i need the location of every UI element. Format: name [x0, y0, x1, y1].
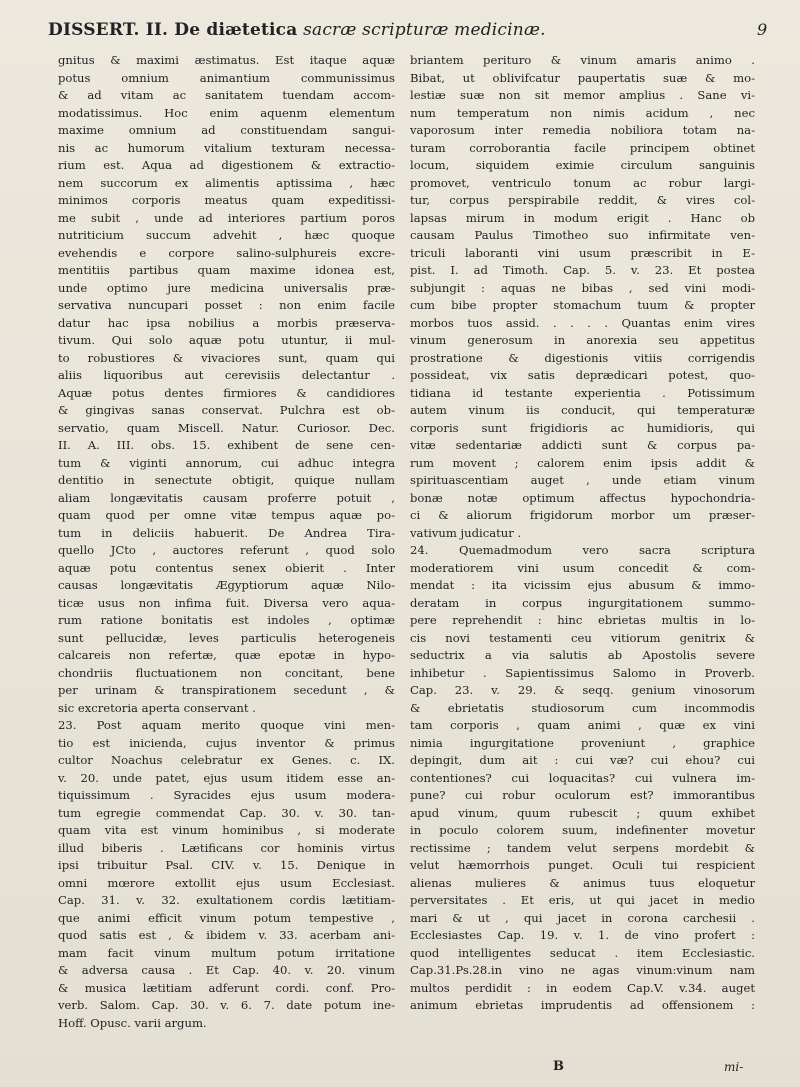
- text-line: ci & aliorum frigidorum morbor um præser-: [410, 508, 755, 522]
- text-line: calcareis non refertæ, quæ epotæ in hypo-: [58, 648, 395, 662]
- text-line: & adversa causa . Et Cap. 40. v. 20. vinum: [58, 963, 395, 977]
- text-line: ticæ usus non infima fuit. Diversa vero aqua-: [58, 595, 395, 610]
- text-line: spirituascentiam auget , unde etiam vinum: [410, 473, 755, 487]
- text-line: promovet, ventriculo tonum ac robur largi-: [410, 175, 755, 190]
- text-line: in poculo colorem suum, indefinenter movetur: [410, 823, 755, 837]
- text-line: pist. I. ad Timoth. Cap. 5. v. 23. Et postea: [410, 263, 755, 277]
- text-line: mendat : ita vicissim ejus abusum & immo-: [410, 578, 755, 592]
- text-line: mari & ut , qui jacet in corona carchesii .: [410, 910, 755, 925]
- text-line: Hoff. Opusc. varii argum.: [58, 1015, 207, 1030]
- text-line: cum bibe propter stomachum tuum & propter: [410, 298, 755, 312]
- text-line: quello JCto , auctores referunt , quod solo: [58, 543, 395, 557]
- text-line: chondriis fluctuationem non concitant, bene: [58, 665, 395, 680]
- text-line: potus omnium animantium communissimus: [58, 70, 395, 85]
- text-line: turam corroborantia facile principem obtinet: [410, 140, 755, 155]
- text-line: servatio, quam Miscell. Natur. Curiosor. Dec.: [58, 420, 395, 435]
- running-title: [48, 20, 546, 40]
- text-line: perversitates . Et eris, ut qui jacet in medio: [410, 893, 755, 907]
- text-line: nutriticium succum advehit , hæc quoque: [58, 228, 395, 242]
- text-line: quam vita est vinum hominibus , si moderate: [58, 823, 395, 837]
- text-line: prostratione & digestionis vitiis corrigendis: [410, 350, 755, 365]
- text-line: Ecclesiastes Cap. 19. v. 1. de vino profert :: [410, 928, 755, 942]
- text-line: aquæ potu contentus senex obierit . Inter: [58, 560, 395, 575]
- text-line: omni mœrore extollit ejus usum Ecclesiast.: [58, 875, 395, 890]
- text-line: verb. Salom. Cap. 30. v. 6. 7. date potum ine-: [58, 998, 395, 1012]
- text-line: vativum judicatur .: [410, 525, 522, 540]
- text-line: inhibetur . Sapientissimus Salomo in Proverb.: [410, 665, 755, 680]
- text-line: evehendis e corpore salino-sulphureis excre-: [58, 245, 395, 260]
- text-line: maxime omnium ad constituendam sangui-: [58, 123, 395, 137]
- text-line: II. A. III. obs. 15. exhibent de sene cen-: [58, 438, 395, 452]
- text-line: tio est inicienda, cujus inventor & primus: [58, 735, 395, 750]
- text-line: que animi efficit vinum potum tempestive ,: [58, 910, 395, 925]
- text-line: Cap. 31. v. 32. exultationem cordis lætitiam-: [58, 893, 395, 907]
- text-line: to robustiores & vivaciores sunt, quam qui: [58, 350, 395, 365]
- text-line: vinum generosum in anorexia seu appetitus: [410, 333, 755, 347]
- running-title-part2: sacræ scripturæ medicinæ.: [303, 20, 546, 40]
- text-line: quam quod per omne vitæ tempus aquæ po-: [58, 508, 395, 522]
- text-line: tam corporis , quam animi , quæ ex vini: [410, 718, 755, 732]
- text-line: triculi laboranti vini usum præscribit in E-: [410, 245, 755, 260]
- text-line: quod satis est , & ibidem v. 33. acerbam ani-: [58, 928, 395, 942]
- text-line: multos perdidit : in eodem Cap.V. v.34. auget: [410, 980, 755, 995]
- text-line: lapsas mirum in modum erigit . Hanc ob: [410, 210, 755, 225]
- text-line: vitæ sedentariæ addicti sunt & corpus pa-: [410, 438, 755, 452]
- signature-mark: B: [553, 1059, 564, 1074]
- text-line: tum in deliciis habuerit. De Andrea Tira-: [58, 525, 395, 540]
- text-line: & ad vitam ac sanitatem tuendam accom-: [58, 88, 395, 102]
- text-line: & gingivas sanas conservat. Pulchra est ob-: [58, 403, 395, 417]
- text-line: mentitiis partibus quam maxime idonea est,: [58, 263, 395, 277]
- text-line: datur hac ipsa nobilius a morbis præserva-: [58, 315, 395, 330]
- text-line: morbos tuos assid. . . . . Quantas enim vires: [410, 315, 755, 330]
- text-line: depingit, dum ait : cui væ? cui ehou? cui: [410, 753, 755, 767]
- text-line: aliam longævitatis causam proferre potuit ,: [58, 490, 395, 505]
- text-line: Cap. 23. v. 29. & seqq. genium vinosorum: [410, 683, 755, 697]
- text-line: briantem perituro & vinum amaris animo .: [410, 53, 755, 67]
- text-line: Aquæ potus dentes firmiores & candidiores: [58, 385, 395, 400]
- right-text-column: [410, 52, 755, 1015]
- text-line: seductrix a via salutis ab Apostolis severe: [410, 648, 755, 662]
- text-line: bonæ notæ optimum affectus hypochondria-: [410, 490, 755, 505]
- text-line: cultor Noachus celebratur ex Genes. c. IX.: [58, 753, 395, 767]
- text-line: servativa nuncupari posset : non enim facile: [58, 298, 395, 312]
- text-line: deratam in corpus ingurgitationem summo-: [410, 595, 755, 610]
- text-line: unde optimo jure medicina universalis præ-: [58, 280, 395, 295]
- text-line: causam Paulus Timotheo suo infirmitate ven-: [410, 228, 755, 242]
- text-line: Bibat, ut oblivifcatur paupertatis suæ & mo-: [410, 70, 755, 85]
- text-line: Cap.31.Ps.28.in vino ne agas vinum:vinum nam: [410, 963, 755, 977]
- text-line: tum & viginti annorum, cui adhuc integra: [58, 455, 395, 470]
- text-line: v. 20. unde patet, ejus usum itidem esse an-: [58, 770, 395, 785]
- text-line: rum movent ; calorem enim ipsis addit &: [410, 455, 755, 470]
- text-line: per urinam & transpirationem secedunt , &: [58, 683, 395, 697]
- text-line: cis novi testamenti ceu vitiorum genitrix &: [410, 630, 755, 645]
- text-line: mam facit vinum multum potum irritatione: [58, 945, 395, 960]
- text-line: rectissime ; tandem velut serpens mordebit &: [410, 840, 755, 855]
- text-line: tidiana id testante experientia . Potissimum: [410, 385, 755, 400]
- text-line: nem succorum ex alimentis aptissima , hæc: [58, 175, 395, 190]
- text-line: quod intelligentes seducat . item Ecclesiastic.: [410, 945, 755, 960]
- text-line: animum ebrietas imprudentis ad offensionem :: [410, 998, 755, 1012]
- text-line: corporis sunt frigidioris ac humidioris, qui: [410, 420, 755, 435]
- text-line: apud vinum, quum rubescit ; quum exhibet: [410, 805, 755, 820]
- text-line: ipsi tribuitur Psal. CIV. v. 15. Denique in: [58, 858, 395, 872]
- text-line: autem vinum iis conducit, qui temperaturæ: [410, 403, 755, 417]
- text-line: moderatiorem vini usum concedit & com-: [410, 560, 755, 575]
- text-line: sic excretoria aperta conservant .: [58, 700, 256, 715]
- text-line: tur, corpus perspirabile reddit, & vires col-: [410, 193, 755, 207]
- text-line: alienas mulieres & animus tuus eloquetur: [410, 875, 755, 890]
- text-line: causas longævitatis Ægyptiorum aquæ Nilo-: [58, 578, 395, 592]
- text-line: minimos corporis meatus quam expeditissi-: [58, 193, 395, 207]
- text-line: & ebrietatis studiosorum cum incommodis: [410, 700, 755, 715]
- text-line: pune? cui robur oculorum est? immorantibus: [410, 788, 755, 802]
- text-line: vaporosum inter remedia nobiliora totam na-: [410, 123, 755, 137]
- text-line: & musica lætitiam adferunt cordi. conf. Pro-: [58, 980, 395, 995]
- text-line: lestiæ suæ non sit memor amplius . Sane vi-: [410, 88, 755, 102]
- text-line: modatissimus. Hoc enim aquenm elementum: [58, 105, 395, 120]
- text-line: contentiones? cui loquacitas? cui vulnera im-: [410, 770, 755, 785]
- left-text-column: [58, 52, 395, 1032]
- text-line: locum, siquidem eximie circulum sanguinis: [410, 158, 755, 172]
- text-line: 23. Post aquam merito quoque vini men-: [58, 718, 395, 732]
- text-line: me subit , unde ad interiores partium poros: [58, 210, 395, 225]
- text-line: tiquissimum . Syracides ejus usum modera-: [58, 788, 395, 802]
- text-line: possideat, vix satis deprædicari potest, quo-: [410, 368, 755, 382]
- page-header: [0, 14, 800, 50]
- text-line: pere reprehendit : hinc ebrietas multis in lo-: [410, 613, 755, 627]
- catchword: mi-: [724, 1060, 744, 1074]
- text-line: illud biberis . Lætificans cor hominis virtus: [58, 840, 395, 855]
- text-line: aliis liquoribus aut cerevisiis delectantur .: [58, 368, 395, 382]
- text-line: tum egregie commendat Cap. 30. v. 30. tan-: [58, 805, 395, 820]
- running-title-part1: DISSERT. II. De diætetica: [48, 20, 298, 40]
- text-line: num temperatum non nimis acidum , nec: [410, 105, 755, 120]
- text-line: sunt pellucidæ, leves particulis heterogeneis: [58, 630, 395, 645]
- text-line: rium est. Aqua ad digestionem & extractio-: [58, 158, 395, 172]
- text-line: nis ac humorum vitalium texturam necessa-: [58, 140, 395, 155]
- text-line: gnitus & maximi æstimatus. Est itaque aquæ: [58, 53, 395, 67]
- text-line: nimia ingurgitatione proveniunt , graphice: [410, 735, 755, 750]
- text-line: tivum. Qui solo aquæ potu utuntur, ii mul-: [58, 333, 395, 347]
- text-line: dentitio in senectute obtigit, quique nullam: [58, 473, 395, 487]
- text-line: 24. Quemadmodum vero sacra scriptura: [410, 543, 755, 557]
- text-line: subjungit : aquas ne bibas , sed vini modi-: [410, 280, 755, 295]
- text-line: rum ratione bonitatis est indoles , optimæ: [58, 613, 395, 627]
- page-number: 9: [757, 20, 768, 39]
- text-line: velut hæmorrhois punget. Oculi tui respicient: [410, 858, 755, 872]
